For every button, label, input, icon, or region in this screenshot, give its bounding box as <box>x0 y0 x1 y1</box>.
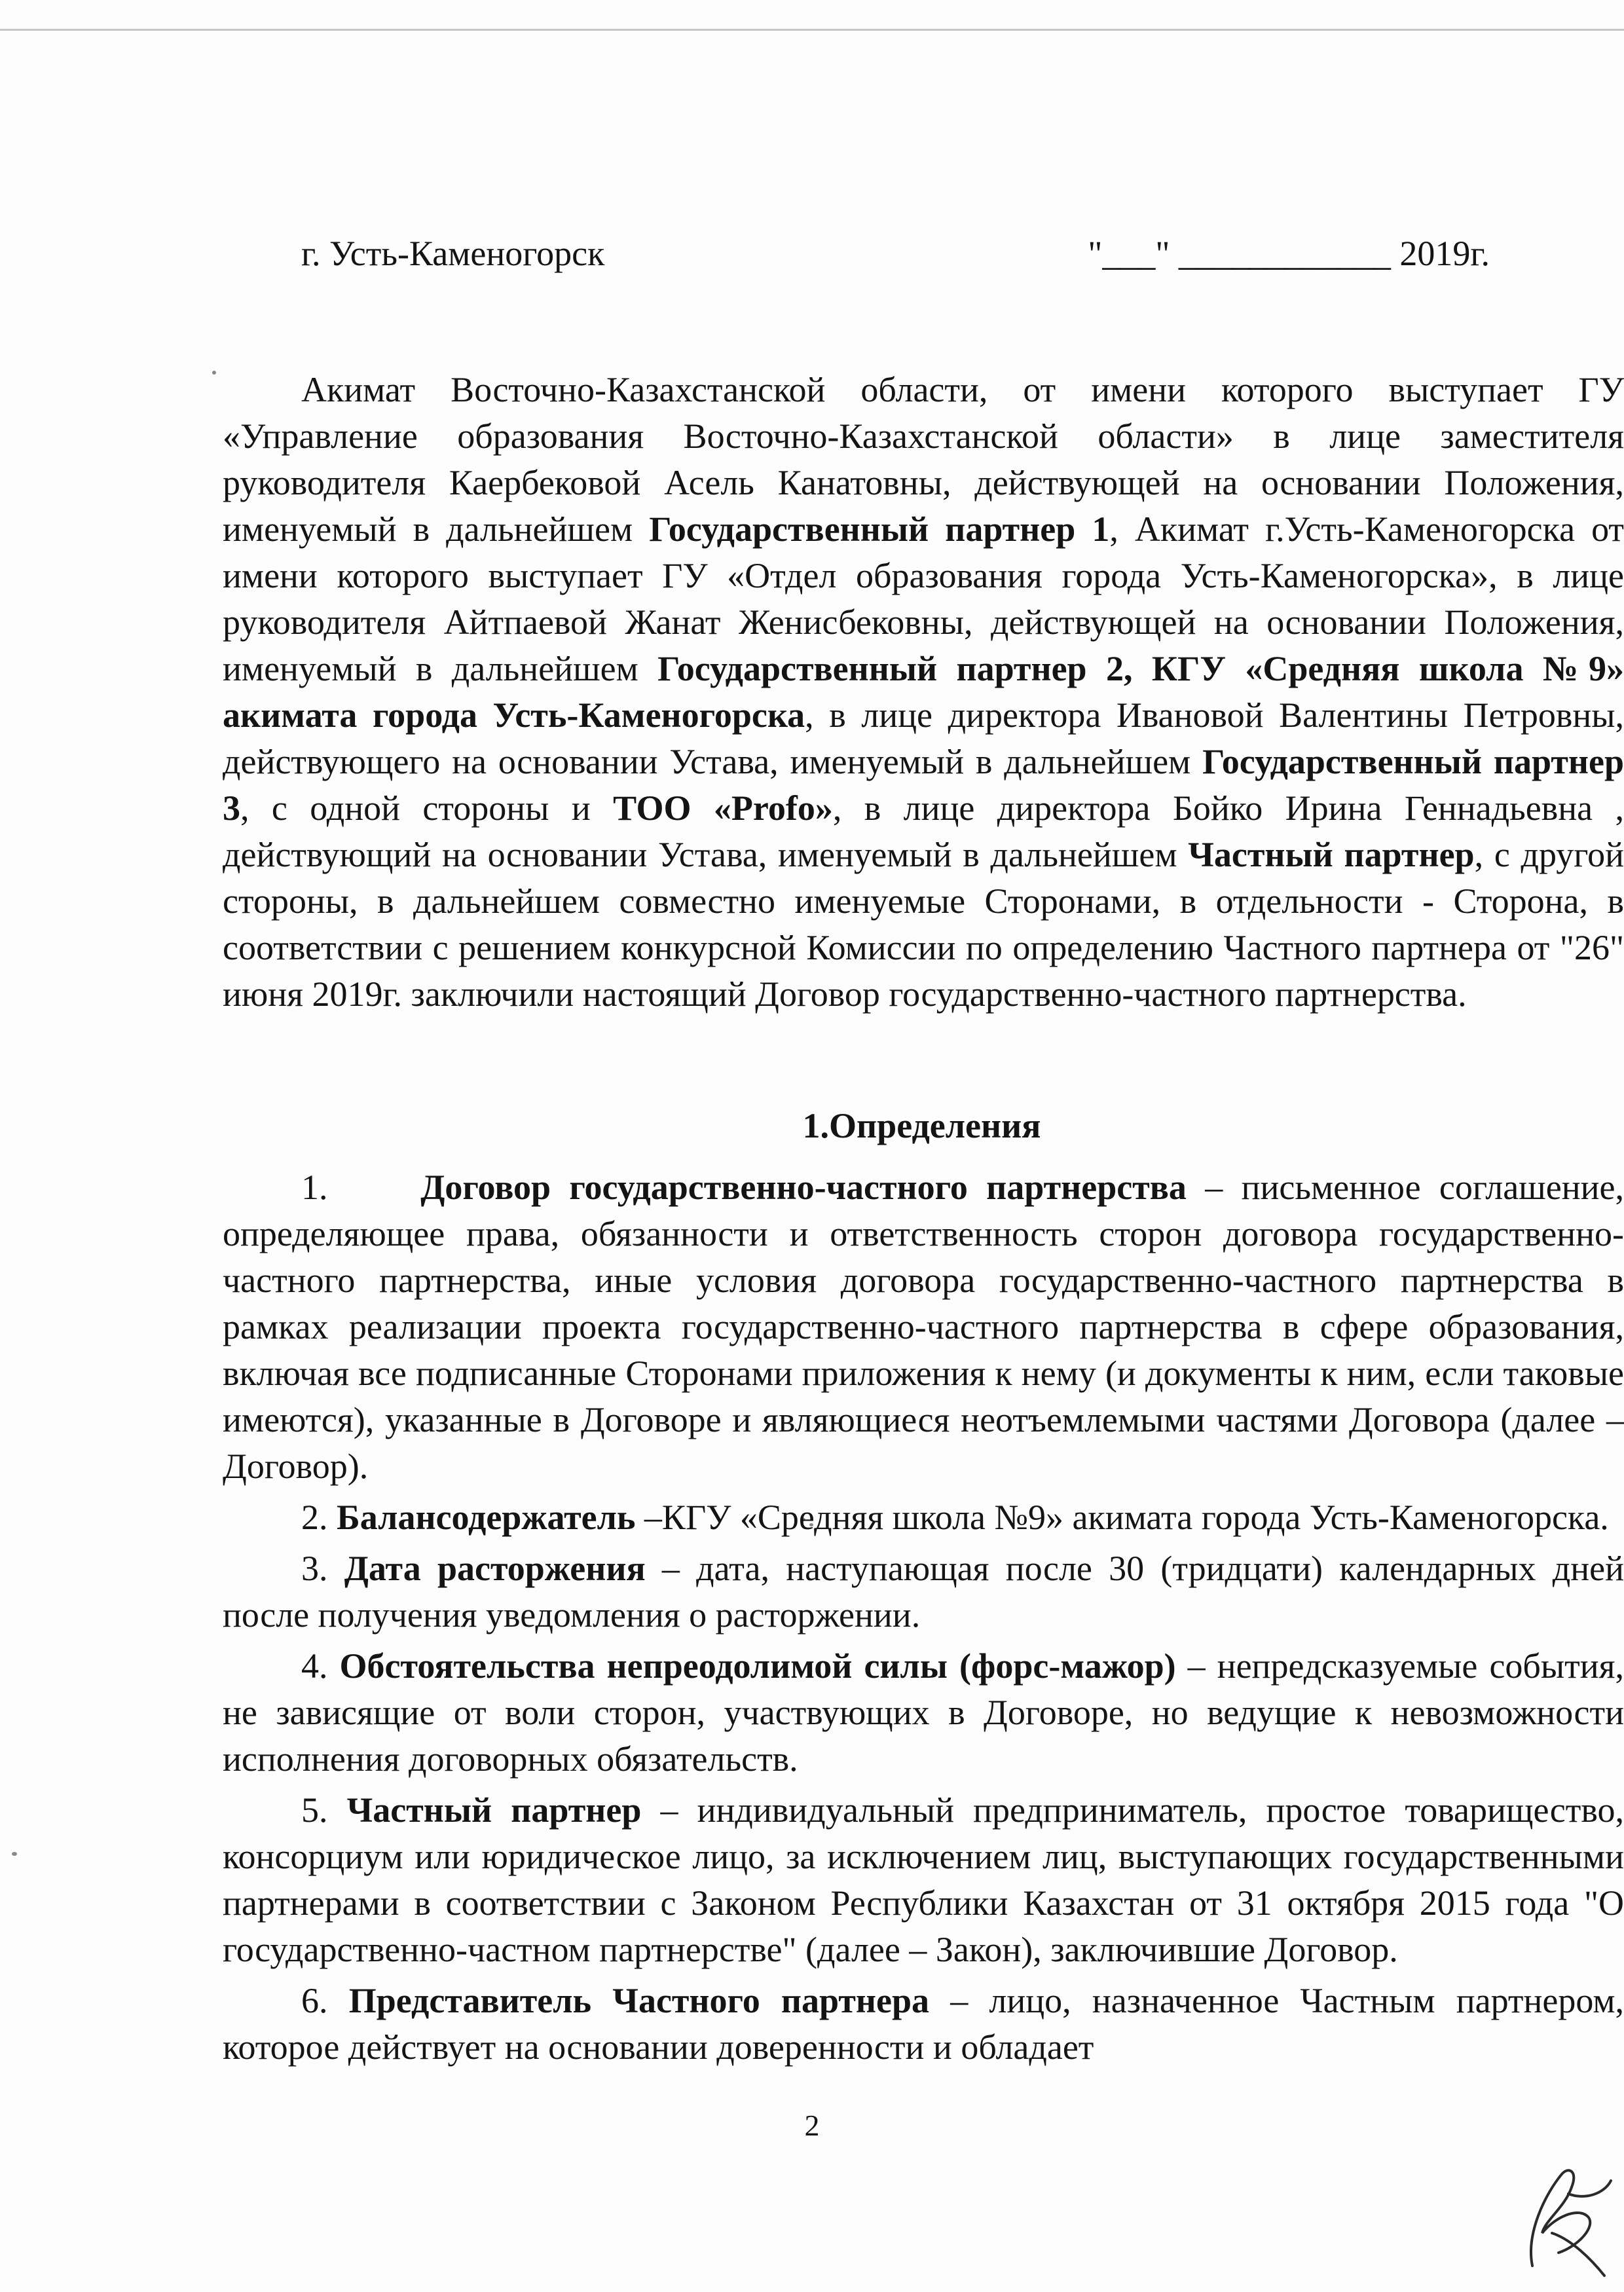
definition-text: –КГУ «Средняя школа №9» акимата города Усть-Каменогорска. <box>635 1498 1609 1537</box>
preamble-party-2: Государственный партнер 2, КГУ «Средняя школа №9» акимата города Усть-Каменогорска <box>223 649 1624 735</box>
definition-term: Договор государственно-частного партнерства <box>420 1168 1187 1207</box>
preamble-text: , в лице директора Бойко Ирина Геннадьевна , действующий на основании Устава, именуемый в дальнейшем <box>223 788 1624 874</box>
definitions-list <box>223 1164 1624 2075</box>
definition-item <box>223 1787 1624 1973</box>
definition-item <box>223 1545 1624 1638</box>
handwritten-signature <box>1506 2154 1617 2279</box>
header-row <box>301 231 1490 277</box>
date-label: "___" ____________ 2019г. <box>1088 234 1490 273</box>
preamble-text: Акимат Восточно-Казахстанской области, от имени которого выступает ГУ «Управление образования Восточно-Казахстанской области» в лице заместителя руководителя Каербековой Асель Канатовны, действующей на основании Положения, именуемый в дальнейшем <box>223 370 1624 549</box>
definition-term: Представитель Частного партнера <box>348 1981 930 2020</box>
definition-item <box>223 1978 1624 2071</box>
preamble-text: , в лице директора Ивановой Валентины Петровны, действующего на основании Устава, именуемый в дальнейшем <box>223 695 1624 781</box>
definition-number: 4. <box>301 1646 328 1686</box>
definition-item <box>223 1494 1624 1541</box>
preamble-text: , Акимат г.Усть-Каменогорска от имени которого выступает ГУ «Отдел образования города Усть-Каменогорска», в лице руководителя Айтпаевой Жанат Женисбековны, действующей на основании Положения, именуемый в дальнейшем <box>223 509 1624 688</box>
preamble-party-1: Государственный партнер 1 <box>649 509 1110 549</box>
scan-edge-line <box>0 29 1624 31</box>
definition-number: 5. <box>301 1790 328 1830</box>
definition-item <box>223 1643 1624 1783</box>
scan-speck <box>12 1852 17 1856</box>
scan-speck <box>212 371 216 375</box>
definition-term: Дата расторжения <box>344 1549 646 1588</box>
preamble-private-company: ТОО «Profo» <box>613 788 833 828</box>
preamble-party-3: Государственный партнер 3 <box>223 742 1624 828</box>
definition-text: – индивидуальный предприниматель, простое товарищество, консорциум или юридическое лицо, за исключением лиц, выступающих государственными партнерами в соответствии с Законом Республики Казахстан от 31 октября 2015 года "О государственно-частном партнерстве" (далее – Закон), заключившие Договор. <box>223 1790 1624 1969</box>
definition-number: 1. <box>301 1168 328 1207</box>
definition-term: Обстоятельства непреодолимой силы (форс-мажор) <box>339 1646 1176 1686</box>
definition-text: – непредсказуемые события, не зависящие от воли сторон, участвующих в Договоре, но ведущие к невозможности исполнения договорных обязательств. <box>223 1646 1624 1779</box>
preamble-private-partner: Частный партнер <box>1188 835 1475 874</box>
definition-text: – лицо, назначенное Частным партнером, которое действует на основании доверенности и обладает <box>223 1981 1624 2067</box>
definition-number: 3. <box>301 1549 328 1588</box>
page-number: 2 <box>804 2109 820 2142</box>
definition-term: Балансодержатель <box>337 1498 636 1537</box>
definition-item <box>223 1164 1624 1490</box>
definition-number: 2. <box>301 1498 328 1537</box>
preamble-text: , с другой стороны, в дальнейшем совместно именуемые Сторонами, в отдельности - Сторона, в соответствии с решением конкурсной Комиссии по определению Частного партнера от "26" июня 2019г. заключили настоящий Договор государственно-частного партнерства. <box>223 835 1624 1014</box>
definition-number: 6. <box>301 1981 328 2020</box>
definition-text: – дата, наступающая после 30 (тридцати) календарных дней после получения уведомления о расторжении. <box>223 1549 1624 1635</box>
definition-term: Частный партнер <box>346 1790 642 1830</box>
preamble-text: , с одной стороны и <box>240 788 614 828</box>
definition-text: – письменное соглашение, определяющее права, обязанности и ответственность сторон договора государственно-частного партнерства, иные условия договора государственно-частного партнерства в рамках реализации проекта государственно-частного партнерства в сфере образования, включая все подписанные Сторонами приложения к нему (и документы к ним, если таковые имеются), указанные в Договоре и являющиеся неотъемлемыми частями Договора (далее – Договор). <box>223 1168 1624 1486</box>
section-title: 1.Определения <box>802 1106 1041 1145</box>
preamble-paragraph <box>223 367 1624 1018</box>
city-label: г. Усть-Каменогорск <box>301 234 605 273</box>
